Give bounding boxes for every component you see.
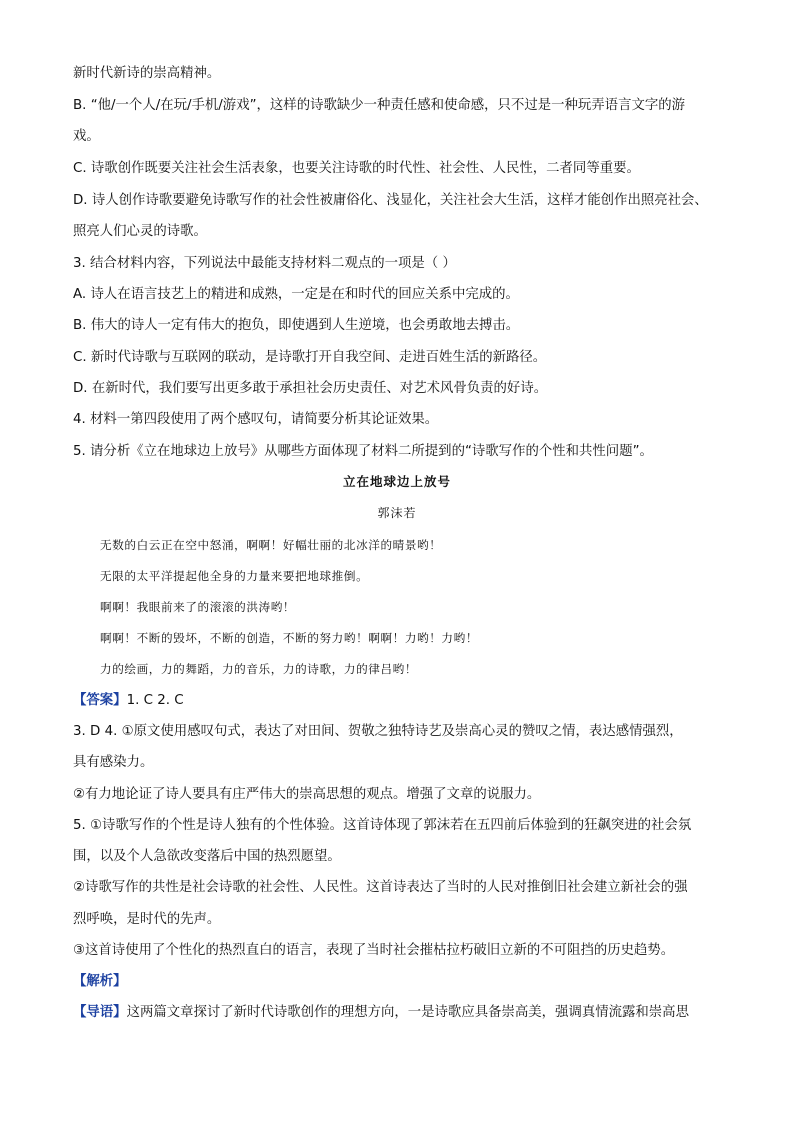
text-line: 新时代新诗的崇高精神。 [73, 66, 221, 81]
guide-tag: 【导语】 [73, 1005, 127, 1020]
poem-line: 力的绘画，力的舞蹈，力的音乐，力的诗歌，力的律吕哟！ [100, 662, 418, 676]
answer-first: 1. C 2. C [126, 693, 184, 708]
answer-line: ②有力地论证了诗人要具有庄严伟大的崇高思想的观点。增强了文章的说服力。 [73, 787, 541, 802]
answer-tag: 【答案】 [73, 693, 127, 708]
answer-line: ③这首诗使用了个性化的热烈直白的语言，表现了当时社会摧枯拉朽破旧立新的不可阻挡的历史趋势。 [73, 943, 675, 958]
option-b-line-1: B. “他/一个人/在玩/手机/游戏”，这样的诗歌缺少一种责任感和使命感，只不过是一种玩弄语言文字的游 [73, 98, 686, 113]
poem-title: 立在地球边上放号 [342, 474, 451, 489]
poem-line: 啊啊！不断的毁坏，不断的创造，不断的努力哟！啊啊！力哟！力哟！ [100, 631, 479, 645]
question-3-option-b: B. 伟大的诗人一定有伟大的抱负，即使遇到人生逆境，也会勇敢地去搏击。 [73, 318, 520, 333]
answer-line: ②诗歌写作的共性是社会诗歌的社会性、人民性。这首诗表达了当时的人民对推倒旧社会建立新社会的强 [73, 880, 688, 895]
analysis-tag: 【解析】 [73, 974, 127, 989]
answer-line: 围，以及个人急欲改变落后中国的热烈愿望。 [73, 849, 341, 864]
question-3-option-c: C. 新时代诗歌与互联网的联动，是诗歌打开自我空间、走进百姓生活的新路径。 [73, 350, 547, 365]
question-4: 4. 材料一第四段使用了两个感叹句，请简要分析其论证效果。 [73, 412, 439, 427]
answer-header [73, 691, 754, 711]
option-d-line-1: D. 诗人创作诗歌要避免诗歌写作的社会性被庸俗化、浅显化，关注社会大生活，这样才能创作出照亮社会、 [73, 193, 708, 208]
answer-line: 5. ①诗歌写作的个性是诗人独有的个性体验。这首诗体现了郭沫若在五四前后体验到的狂飙突进的社会氛 [73, 818, 692, 833]
question-3: 3. 结合材料内容，下列说法中最能支持材料二观点的一项是（ ） [73, 256, 456, 271]
poem-line: 啊啊！我眼前来了的滚滚的洪涛哟！ [100, 600, 296, 614]
question-3-option-d: D. 在新时代，我们要写出更多敢于承担社会历史责任、对艺术风骨负责的好诗。 [73, 381, 548, 396]
guide-line [73, 1003, 754, 1023]
poem-line: 无数的白云正在空中怒涌，啊啊！好幅壮丽的北冰洋的晴景哟！ [100, 538, 442, 552]
question-5: 5. 请分析《立在地球边上放号》从哪些方面体现了材料二所提到的“诗歌写作的个性和共性问题”。 [73, 444, 653, 459]
poem-author: 郭沫若 [377, 506, 417, 520]
question-3-option-a: A. 诗人在语言技艺上的精进和成熟，一定是在和时代的回应关系中完成的。 [73, 287, 519, 302]
answer-line: 具有感染力。 [73, 755, 154, 770]
answer-line: 烈呼唤，是时代的先声。 [73, 912, 221, 927]
answer-line: 3. D 4. ①原文使用感叹句式，表达了对田间、贺敬之独特诗艺及崇高心灵的赞叹之情，表达感情强烈， [73, 724, 683, 739]
option-d-line-2: 照亮人们心灵的诗歌。 [73, 224, 207, 239]
option-c: C. 诗歌创作既要关注社会生活表象，也要关注诗歌的时代性、社会性、人民性，二者同等重要。 [73, 161, 640, 176]
option-b-line-2: 戏。 [73, 129, 100, 144]
analysis-header [73, 972, 754, 992]
guide-text: 这两篇文章探讨了新时代诗歌创作的理想方向，一是诗歌应具备崇高美，强调真情流露和崇高思 [126, 1005, 689, 1020]
poem-line: 无限的太平洋提起他全身的力量来要把地球推倒。 [100, 569, 369, 583]
